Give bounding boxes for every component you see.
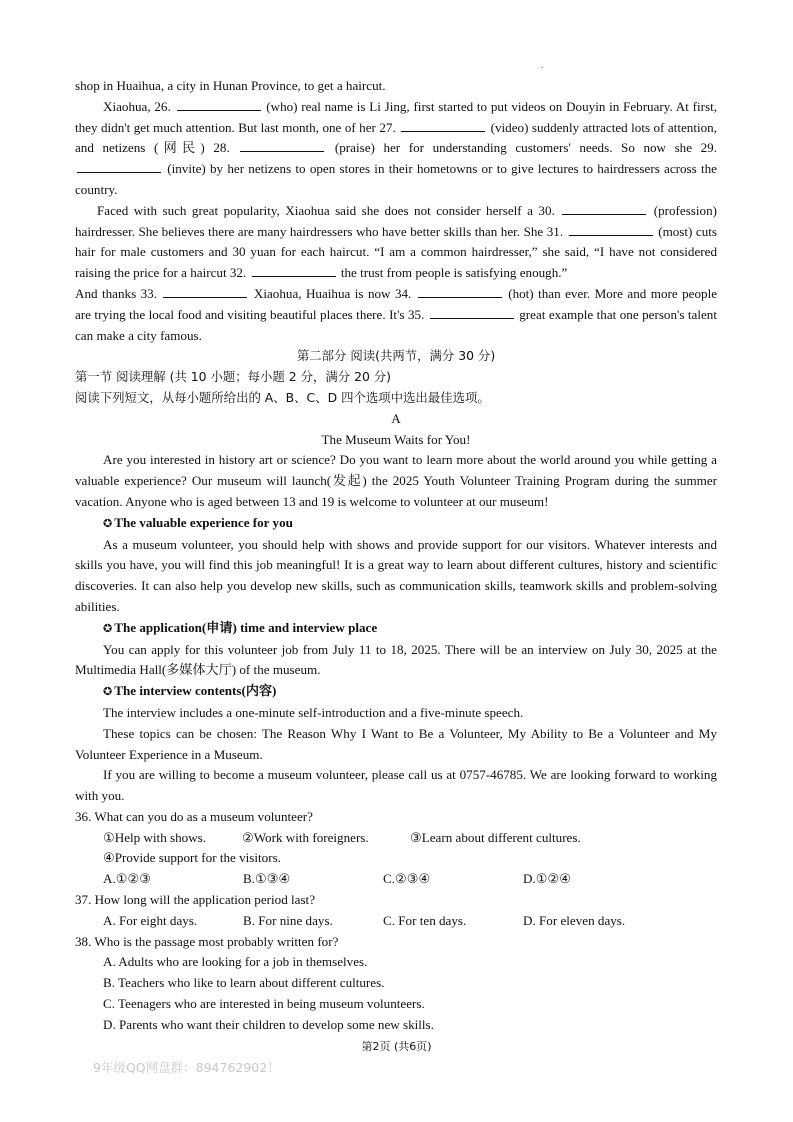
option-d[interactable]: D. Parents who want their children to develop some new skills. bbox=[103, 1016, 434, 1032]
blank-30 bbox=[562, 201, 646, 215]
option-b[interactable]: B. Teachers who like to learn about different cultures. bbox=[103, 975, 385, 991]
blank-32 bbox=[252, 263, 336, 277]
star-bullet-icon: ✪ bbox=[103, 685, 113, 699]
passage-paragraph-1: As a museum volunteer, you should help with shows and provide support for our visitors. Whatever interests and skills you have, you will find this job meaningful! It is a great way to learn about different cultures, history and scientific discoveries. It can also help you develop new skills, such as communication skills, teamwork skills and problem-solving abilities. bbox=[75, 536, 717, 614]
heading-interview-contents: ✪ The interview contents(内容) bbox=[103, 683, 277, 699]
option-c[interactable]: C. For ten days. bbox=[383, 912, 467, 928]
question-37: 37. How long will the application period last? bbox=[75, 892, 316, 908]
passage-intro: Are you interested in history art or science? Do you want to learn more about the world around you while getting a valuable experience? Our museum will launch(发起) the 2025 Youth Volunteer Training Program during the summer vacation. Anyone who is aged between 13 and 19 is welcome to volunteer at our museum! bbox=[75, 452, 717, 509]
page-number: 第2页 (共6页) bbox=[361, 1040, 432, 1053]
option-b[interactable]: B.①③④ bbox=[243, 871, 291, 887]
heading-valuable-experience: ✪ The valuable experience for you bbox=[103, 514, 293, 530]
option-c[interactable]: C. Teenagers who are interested in being museum volunteers. bbox=[103, 996, 425, 1012]
question-36-options bbox=[75, 869, 717, 890]
question-36: 36. What can you do as a museum volunteer? bbox=[75, 808, 313, 824]
cloze-paragraph-1: shop in Huaihua, a city in Hunan Province, to get a haircut. bbox=[75, 78, 386, 93]
option-a[interactable]: A. For eight days. bbox=[103, 912, 198, 928]
blank-29 bbox=[77, 159, 161, 173]
passage-title: The Museum Waits for You! bbox=[321, 431, 471, 447]
item-4: ④Provide support for the visitors. bbox=[103, 850, 281, 866]
star-bullet-icon: ✪ bbox=[103, 621, 113, 635]
option-a[interactable]: A. Adults who are looking for a job in themselves. bbox=[103, 954, 368, 970]
question-37-options bbox=[75, 911, 717, 932]
passage-paragraph-3: The interview includes a one-minute self-introduction and a five-minute speech. bbox=[103, 704, 524, 720]
item-3: ③Learn about different cultures. bbox=[410, 829, 581, 845]
blank-31 bbox=[569, 222, 653, 236]
heading-application: ✪ The application(申请) time and interview place bbox=[103, 619, 378, 635]
passage-paragraph-5: If you are willing to become a museum volunteer, please call us at 0757-46785. We are looking forward to working with you. bbox=[75, 767, 717, 804]
part-two-title: 第二部分 阅读(共两节，满分 30 分) bbox=[296, 348, 496, 364]
item-1: ①Help with shows. bbox=[103, 829, 207, 845]
option-d[interactable]: D.①②④ bbox=[523, 871, 571, 887]
option-d[interactable]: D. For eleven days. bbox=[523, 912, 626, 928]
star-bullet-icon: ✪ bbox=[103, 516, 113, 530]
top-mark: . bbox=[541, 60, 544, 71]
passage-paragraph-2: You can apply for this volunteer job from July 11 to 18, 2025. There will be an interview on July 30, 2025 at the Multimedia Hall(多媒体大厅) of the museum. bbox=[75, 641, 717, 678]
blank-28 bbox=[240, 138, 324, 152]
reading-instruction: 阅读下列短文，从每小题所给出的 A、B、C、D 四个选项中选出最佳选项。 bbox=[75, 389, 490, 405]
blank-35 bbox=[430, 305, 514, 319]
passage-letter: A bbox=[391, 410, 401, 426]
blank-27 bbox=[401, 118, 485, 132]
cloze-paragraph-4: And thanks 33. Xiaohua, Huaihua is now 34. (hot) than ever. More and more people are trying the local food and visiting beautiful places there. It's 35. great example that one person's talent can make a city famous. bbox=[75, 285, 718, 343]
option-c[interactable]: C.②③④ bbox=[383, 871, 431, 887]
option-a[interactable]: A.①②③ bbox=[103, 871, 151, 887]
watermark: 9年级QQ网盘群：894762902！ bbox=[93, 1060, 280, 1075]
blank-26 bbox=[177, 97, 261, 111]
blank-34 bbox=[418, 284, 502, 298]
cloze-paragraph-2: Xiaohua, 26. (who) real name is Li Jing, first started to put videos on Douyin in February. At first, they didn't get much attention. But last month, one of her 27. (video) suddenly attracted lots of attention, and netizens (网民) 28. (praise) her for understanding customers' needs. So now she 29. (invite) by her netizens to open stores in their hometowns or to give lectures to hairdressers across the country. bbox=[75, 98, 717, 197]
passage-paragraph-4: These topics can be chosen: The Reason Why I Want to Be a Volunteer, My Ability to Be a Volunteer and My Volunteer Experience in a Museum. bbox=[75, 725, 717, 762]
section-one-title: 第一节 阅读理解 (共 10 小题；每小题 2 分，满分 20 分) bbox=[75, 369, 392, 385]
page-text bbox=[75, 76, 717, 1036]
cloze-paragraph-3: Faced with such great popularity, Xiaohua said she does not consider herself a 30. (profession) hairdresser. She believes there are many hairdressers who have better skills than her. She 31. (most) cuts hair for male customers and 30 yuan for each haircut. “I am a common hairdresser,” she said, “I have not considered raising the price for a haircut 32. the trust from people is satisfying enough.” bbox=[75, 202, 718, 281]
question-38: 38. Who is the passage most probably written for? bbox=[75, 933, 339, 949]
item-2: ②Work with foreigners. bbox=[242, 829, 369, 845]
question-36-items bbox=[75, 828, 717, 849]
option-b[interactable]: B. For nine days. bbox=[243, 912, 333, 928]
blank-33 bbox=[163, 284, 247, 298]
